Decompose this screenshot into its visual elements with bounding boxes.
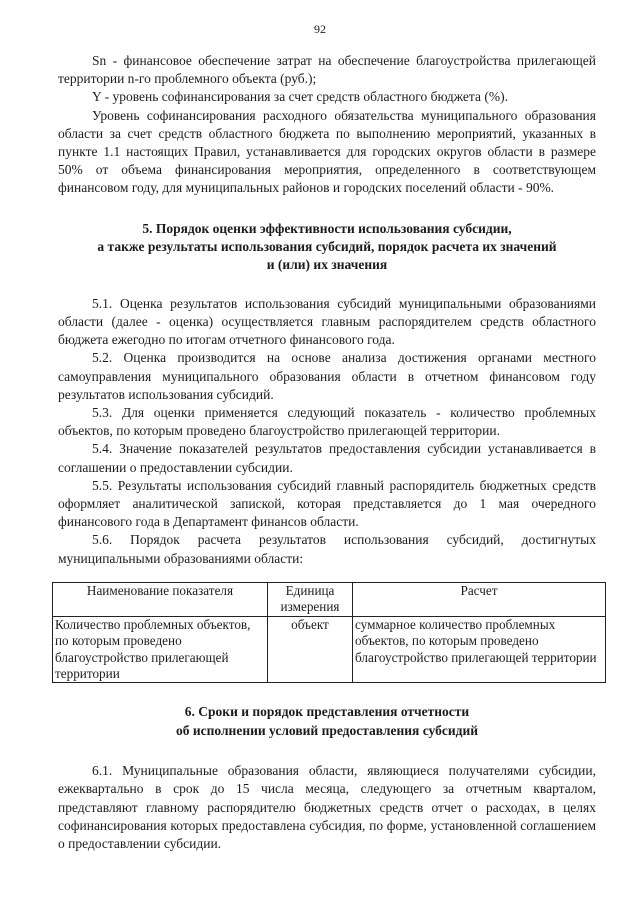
clause-5-6: 5.6. Порядок расчета результатов использования субсидий, достигнутых муниципальными образованиями области: bbox=[58, 532, 596, 566]
section-5-body bbox=[58, 295, 596, 568]
header-indicator-name: Наименование показателя bbox=[53, 582, 268, 616]
clause-5-4: 5.4. Значение показателей результатов предоставления субсидии устанавливается в соглашении о предоставлении субсидии. bbox=[58, 441, 596, 475]
table-header-row bbox=[53, 582, 606, 616]
table-row bbox=[53, 616, 606, 683]
page-number: 92 bbox=[314, 22, 326, 36]
heading-line: и (или) их значения bbox=[266, 257, 388, 273]
cell-indicator-name: Количество проблемных объектов, по которым проведено благоустройство прилегающей территории bbox=[53, 616, 268, 683]
document-body bbox=[55, 52, 597, 853]
heading-line: об исполнении условий предоставления субсидий bbox=[175, 722, 478, 738]
clause-6-1: 6.1. Муниципальные образования области, являющиеся получателями субсидии, ежеквартально в срок до 15 числа месяца, следующего за отчетным кварталом, представляют главному распорядителю бюджетных средств отчет о расходах, в целях софинансирования которых предоставлена субсидия, по форме, установленной соглашением о предоставлении субсидии. bbox=[58, 763, 596, 851]
clause-5-1: 5.1. Оценка результатов использования субсидий муниципальными образованиями области (далее - оценка) осуществляется главным распорядителем средств областного бюджета ежегодно по итогам отчетного финансового года. bbox=[58, 295, 596, 348]
clause-5-3: 5.3. Для оценки применяется следующий показатель - количество проблемных объектов, по которым проведено благоустройство прилегающей территории. bbox=[58, 405, 596, 439]
indicator-table bbox=[52, 582, 606, 683]
cell-unit: объект bbox=[268, 616, 353, 683]
heading-line: 6. Сроки и порядок представления отчетности bbox=[184, 704, 470, 720]
intro-paragraph: Y - уровень софинансирования за счет средств областного бюджета (%). bbox=[92, 89, 508, 105]
heading-line: а также результаты использования субсидий, порядок расчета их значений bbox=[97, 239, 557, 255]
header-unit: Единица измерения bbox=[268, 582, 353, 616]
intro-paragraph: Уровень софинансирования расходного обязательства муниципального образования области за счет средств областного бюджета по выполнению мероприятий, указанных в пункте 1.1 настоящих Правил, устанавливается для городских округов области в размере 50% от объема финансирования мероприятия, определенного в соответствующем финансовом году, для муниципальных районов и городских поселений области - 90%. bbox=[58, 107, 596, 196]
section-6-body bbox=[58, 762, 596, 853]
header-calculation: Расчет bbox=[353, 582, 606, 616]
section-6-heading bbox=[58, 703, 596, 740]
clause-5-5: 5.5. Результаты использования субсидий главный распорядитель бюджетных средств оформляет аналитической запиской, которая представляется до 1 мая очередного финансового года в Департамент финансов области. bbox=[58, 477, 596, 530]
heading-line: 5. Порядок оценки эффективности использования субсидии, bbox=[142, 220, 512, 236]
section-5-heading bbox=[58, 220, 596, 275]
clause-5-2: 5.2. Оценка производится на основе анализа достижения органами местного самоуправления муниципального образования области в отчетном финансовом году результатов использования субсидий. bbox=[58, 350, 596, 402]
cell-calculation: суммарное количество проблемных объектов, по которым проведено благоустройство прилегающей территории bbox=[353, 616, 606, 683]
intro-block bbox=[58, 52, 596, 198]
intro-paragraph: Sn - финансовое обеспечение затрат на обеспечение благоустройства прилегающей территории n-го проблемного объекта (руб.); bbox=[58, 53, 596, 87]
indicator-table-wrapper bbox=[52, 582, 606, 683]
